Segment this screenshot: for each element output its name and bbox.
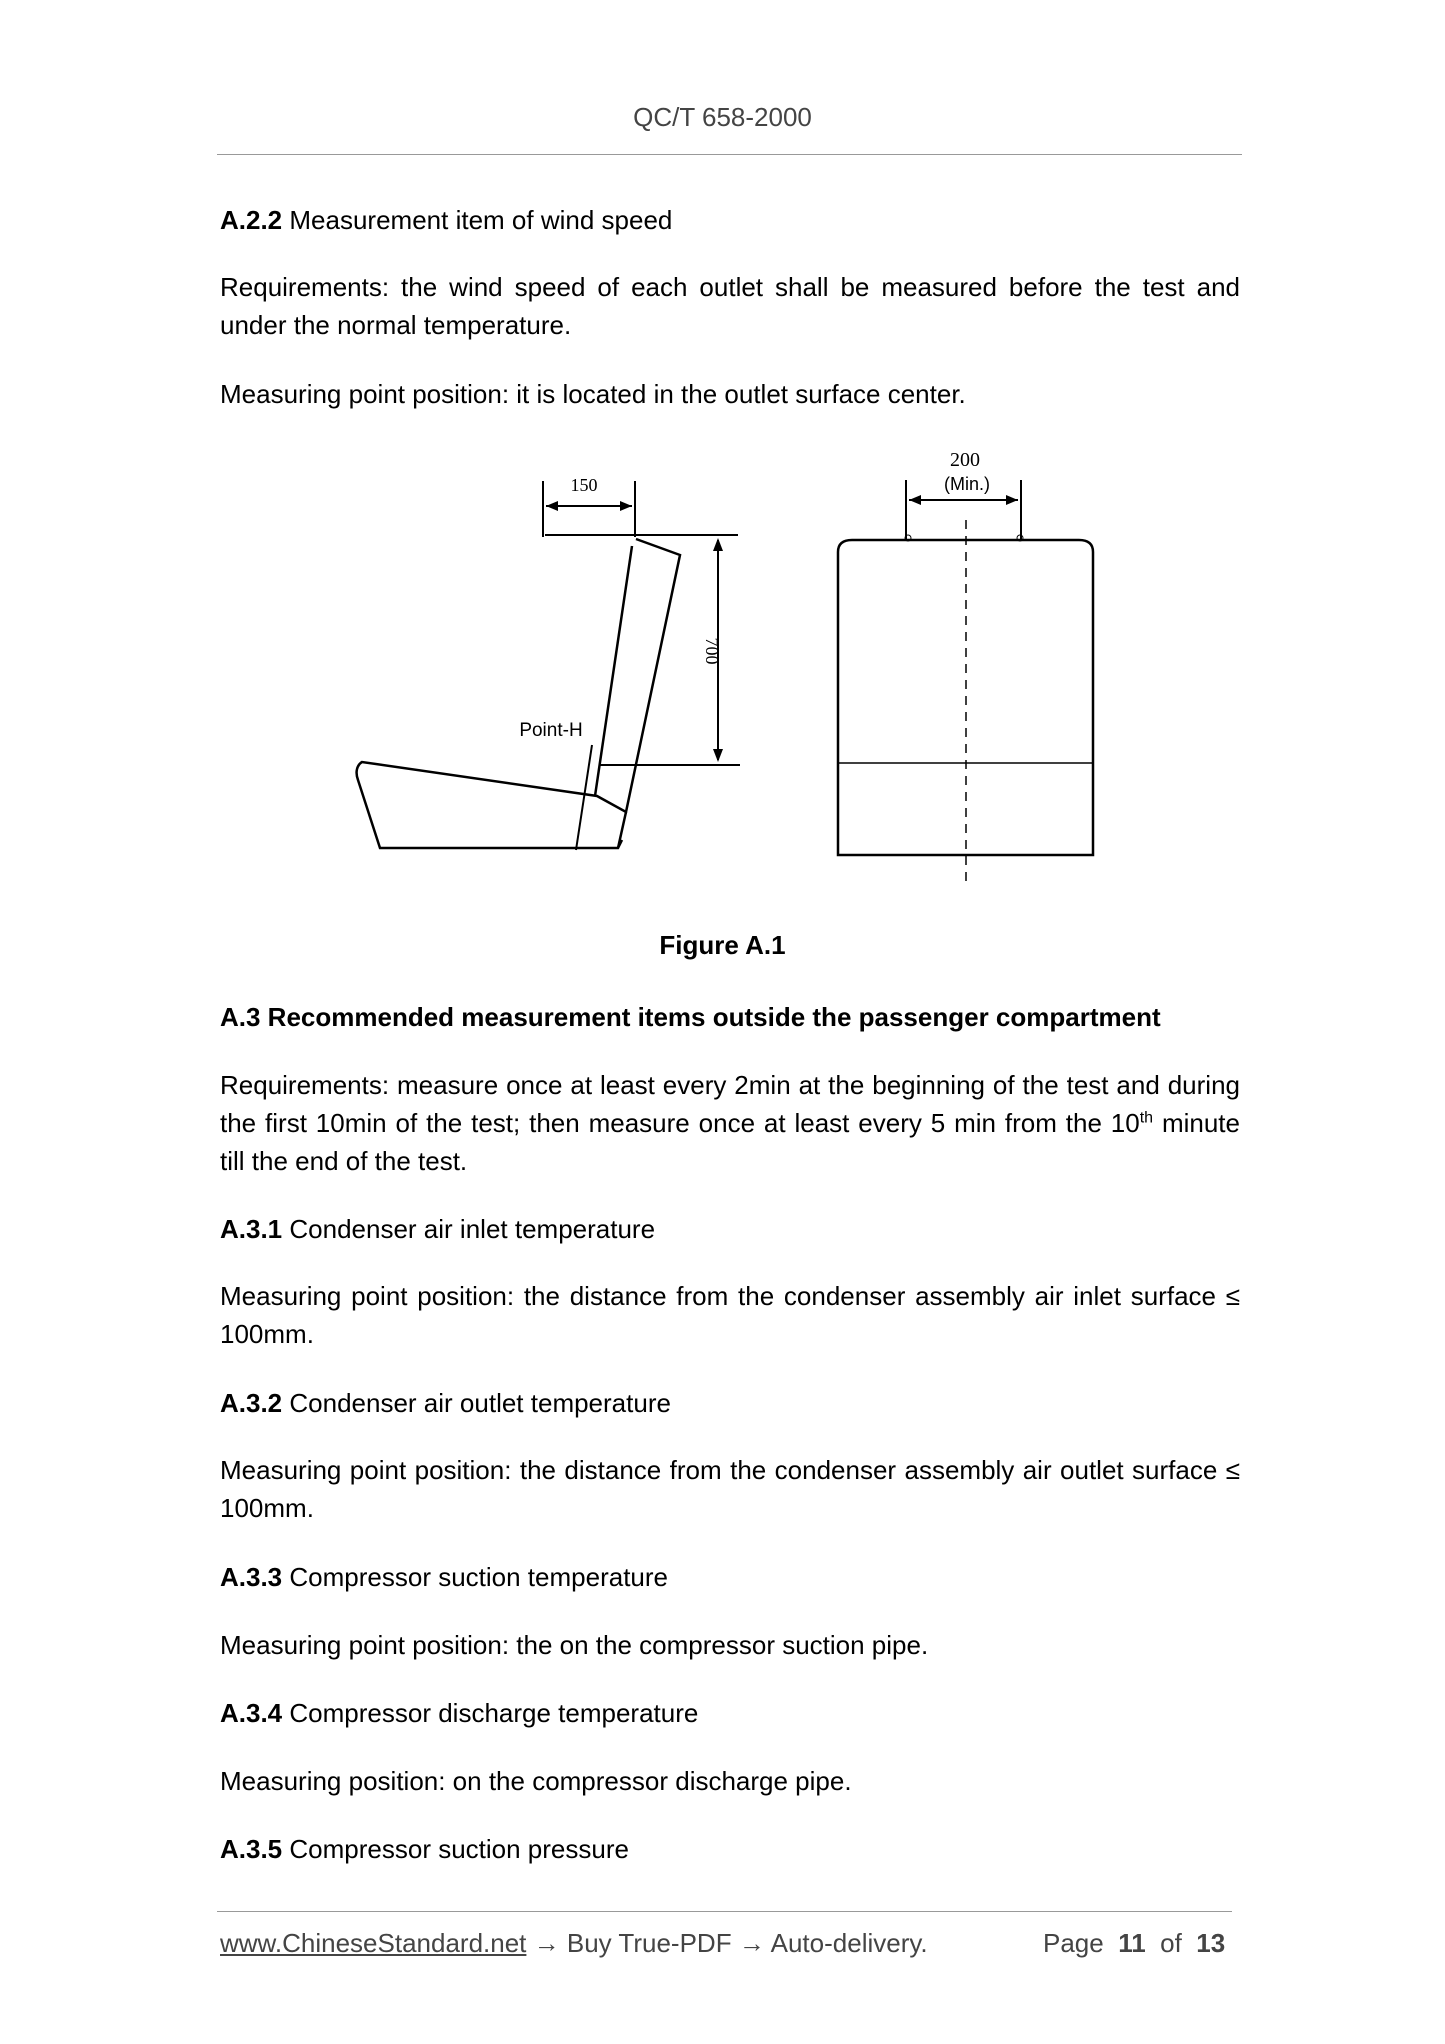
section-a31-heading bbox=[220, 1210, 1240, 1248]
arrow-icon: → bbox=[533, 1928, 560, 1958]
label-200: 200 bbox=[950, 449, 980, 471]
page-indicator bbox=[1043, 1928, 1225, 1959]
section-a22-position: Measuring point position: it is located in the outlet surface center. bbox=[220, 379, 966, 409]
label-150: 150 bbox=[570, 475, 598, 495]
seat-outline bbox=[357, 539, 680, 848]
section-a33-position: Measuring point position: the on the compressor suction pipe. bbox=[220, 1630, 929, 1660]
footer-left bbox=[220, 1928, 928, 1959]
section-title: Condenser air inlet temperature bbox=[289, 1214, 656, 1244]
section-number: A.2.2 bbox=[220, 205, 283, 235]
section-a31-position: Measuring point position: the distance from the condenser assembly air inlet surface ≤ 100mm. bbox=[220, 1281, 1240, 1349]
website-link[interactable]: www.ChineseStandard.net bbox=[220, 1928, 527, 1958]
arrow-icon: → bbox=[738, 1928, 765, 1958]
section-title: Compressor suction temperature bbox=[289, 1562, 668, 1592]
page-total: 13 bbox=[1196, 1928, 1226, 1958]
figure-caption: Figure A.1 bbox=[659, 930, 786, 960]
point-h-line bbox=[576, 745, 592, 850]
section-title: Measurement item of wind speed bbox=[289, 205, 673, 235]
delivery-text: Auto-delivery. bbox=[770, 1928, 928, 1958]
section-a32-position: Measuring point position: the distance from the condenser assembly air outlet surface ≤ 100mm. bbox=[220, 1455, 1240, 1523]
ordinal-suffix: th bbox=[1139, 1109, 1154, 1127]
section-a34-position: Measuring position: on the compressor discharge pipe. bbox=[220, 1766, 852, 1796]
arrow bbox=[546, 501, 558, 511]
section-title: Condenser air outlet temperature bbox=[289, 1388, 671, 1418]
section-a35-heading bbox=[220, 1830, 1240, 1868]
section-a34-heading bbox=[220, 1694, 1240, 1732]
buy-text: Buy True-PDF bbox=[566, 1928, 732, 1958]
arrow bbox=[1006, 495, 1018, 505]
requirements-text: Requirements: measure once at least every 2min at the beginning of the test and during the first 10min of the test; then measure once at least every 5 min from the 10 bbox=[220, 1070, 1240, 1138]
section-a3-heading: A.3 Recommended measurement items outside the passenger compartment bbox=[220, 1002, 1161, 1032]
section-title: Compressor discharge temperature bbox=[289, 1698, 699, 1728]
seat-back-front-edge bbox=[595, 546, 632, 796]
section-number: A.3.2 bbox=[220, 1388, 283, 1418]
page-label: Page bbox=[1043, 1928, 1104, 1958]
section-number: A.3.4 bbox=[220, 1698, 283, 1728]
figure-a1 bbox=[0, 0, 1445, 900]
section-number: A.3.1 bbox=[220, 1214, 283, 1244]
arrow bbox=[620, 501, 632, 511]
page-of: of bbox=[1160, 1928, 1182, 1958]
section-number: A.3.5 bbox=[220, 1834, 283, 1864]
label-700: 700 bbox=[702, 637, 722, 665]
page-header: QC/T 658-2000 bbox=[633, 102, 812, 132]
label-point-h: Point-H bbox=[519, 720, 583, 741]
arrow bbox=[713, 749, 723, 762]
arrow bbox=[909, 495, 921, 505]
section-title: Compressor suction pressure bbox=[289, 1834, 629, 1864]
page-current: 11 bbox=[1118, 1928, 1146, 1958]
section-a33-heading bbox=[220, 1558, 1240, 1596]
section-a3-requirements bbox=[220, 1066, 1240, 1180]
footer-rule bbox=[217, 1911, 1232, 1912]
label-min: (Min.) bbox=[944, 474, 990, 494]
section-a32-heading bbox=[220, 1384, 1240, 1422]
arrow bbox=[713, 538, 723, 551]
section-a22-requirements: Requirements: the wind speed of each outlet shall be measured before the test and under the normal temperature. bbox=[220, 272, 1240, 340]
requirements-text-end: minute till the end of the test. bbox=[220, 1108, 1240, 1176]
section-number: A.3.3 bbox=[220, 1562, 283, 1592]
